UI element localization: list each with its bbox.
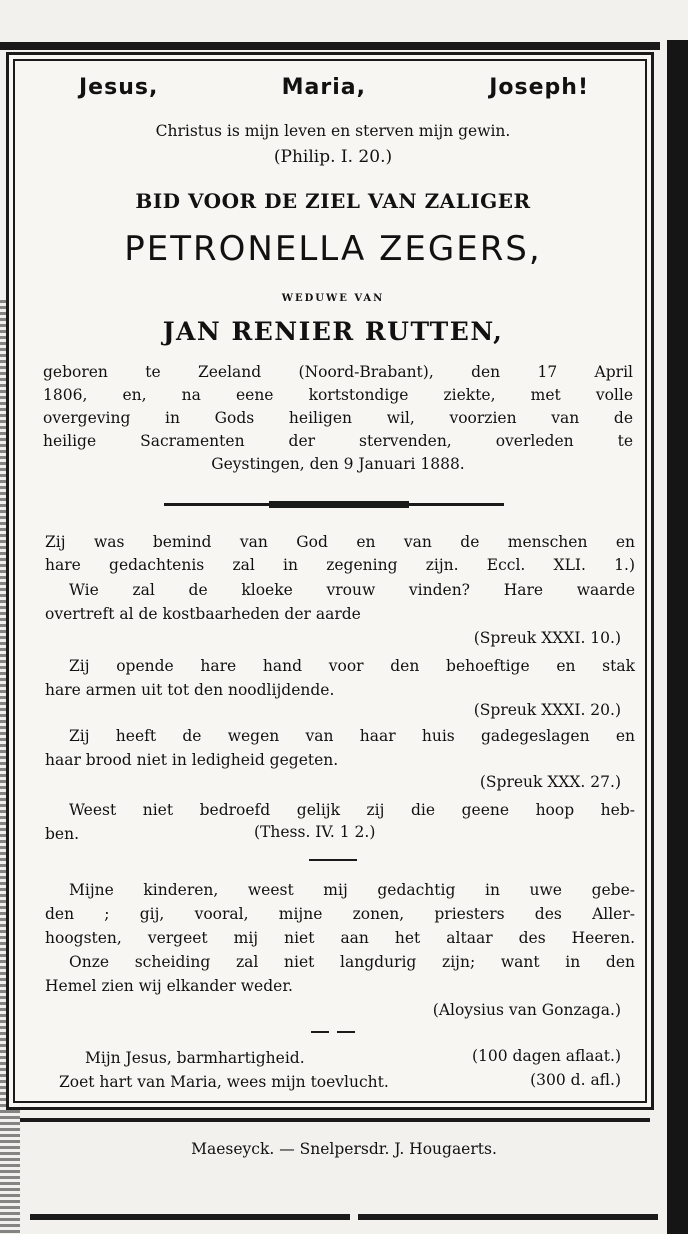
verse-line: Zij was bemind van God en van de menschen en — [45, 533, 635, 551]
bottom-edge-line — [30, 1214, 350, 1220]
indulgence-prayer: Zoet hart van Maria, wees mijn toevlucht. — [59, 1073, 389, 1091]
indulgence-note: (300 d. afl.) — [530, 1071, 621, 1089]
top-border-line — [0, 42, 660, 50]
jmj-maria: Maria, — [281, 75, 366, 100]
farewell-line: Onze scheiding zal niet langdurig zijn; want in den — [69, 953, 635, 971]
widow-of-label: WEDUWE VAN — [281, 293, 385, 304]
printer-imprint: Maeseyck. — Snelpersdr. J. Hougaerts. — [191, 1140, 497, 1158]
farewell-line: Mijne kinderen, weest mij gedachtig in uwe gebe- — [69, 881, 635, 899]
biography — [43, 361, 633, 476]
bottom-edge-line — [358, 1214, 658, 1220]
jmj-jesus: Jesus, — [79, 75, 159, 100]
divider-rule-center — [269, 501, 409, 508]
farewell-line: den ; gij, vooral, mijne zonen, priesters des Aller- — [45, 905, 635, 923]
verse-reference: (Spreuk XXXI. 10.) — [473, 629, 621, 647]
section-dash — [309, 859, 357, 861]
section-dash — [311, 1031, 329, 1033]
verse-line: hare armen uit tot den noodlijdende. — [45, 681, 335, 699]
verse-line: hare gedachtenis zal in zegening zijn. Eccl. XLI. 1.) — [45, 556, 635, 574]
farewell-line: hoogsten, vergeet mij niet aan het altaar des Heeren. — [45, 929, 635, 947]
section-dash — [337, 1031, 355, 1033]
biography-line: heilige Sacramenten der stervenden, overleden te — [43, 432, 633, 450]
verse-reference: (Spreuk XXXI. 20.) — [473, 701, 621, 719]
verse-reference: (Spreuk XXX. 27.) — [479, 773, 621, 791]
indulgence-prayer: Mijn Jesus, barmhartigheid. — [85, 1049, 305, 1067]
verse-line: ben. — [45, 825, 80, 843]
husband-name: JAN RENIER RUTTEN, — [162, 317, 504, 346]
prayer-request: BID VOOR DE ZIEL VAN ZALIGER — [135, 189, 531, 213]
opening-quote-reference: (Philip. I. 20.) — [273, 147, 393, 167]
verse-line: Wie zal de kloeke vrouw vinden? Hare waarde — [69, 581, 635, 599]
verse-line: Zij heeft de wegen van haar huis gadegeslagen en — [69, 727, 635, 745]
biography-line: geboren te Zeeland (Noord-Brabant), den 17 April — [43, 363, 633, 381]
jmj-joseph: Joseph! — [489, 75, 589, 100]
farewell-reference: (Aloysius van Gonzaga.) — [432, 1001, 621, 1019]
bottom-border-line — [20, 1118, 650, 1122]
right-dark-edge — [667, 40, 688, 1234]
verse-line: Weest niet bedroefd gelijk zij die geene hoop heb- — [69, 801, 635, 819]
jmj-heading — [79, 75, 589, 100]
deceased-name: PETRONELLA ZEGERS, — [124, 229, 542, 269]
verse-line: overtreft al de kostbaarheden der aarde — [45, 605, 361, 623]
verse-reference: (Thess. IV. 1 2.) — [254, 823, 376, 841]
indulgence-note: (100 dagen aflaat.) — [472, 1047, 621, 1065]
biography-line: Geystingen, den 9 Januari 1888. — [211, 455, 465, 473]
verse-line: Zij opende hare hand voor den behoeftige en stak — [69, 657, 635, 675]
memorial-card — [6, 52, 654, 1110]
biography-line: 1806, en, na eene kortstondige ziekte, met volle — [43, 386, 633, 404]
farewell-line: Hemel zien wij elkander weder. — [45, 977, 293, 995]
verse-line: haar brood niet in ledigheid gegeten. — [45, 751, 339, 769]
opening-quote: Christus is mijn leven en sterven mijn gewin. — [155, 122, 511, 140]
biography-line: overgeving in Gods heiligen wil, voorzien van de — [43, 409, 633, 427]
